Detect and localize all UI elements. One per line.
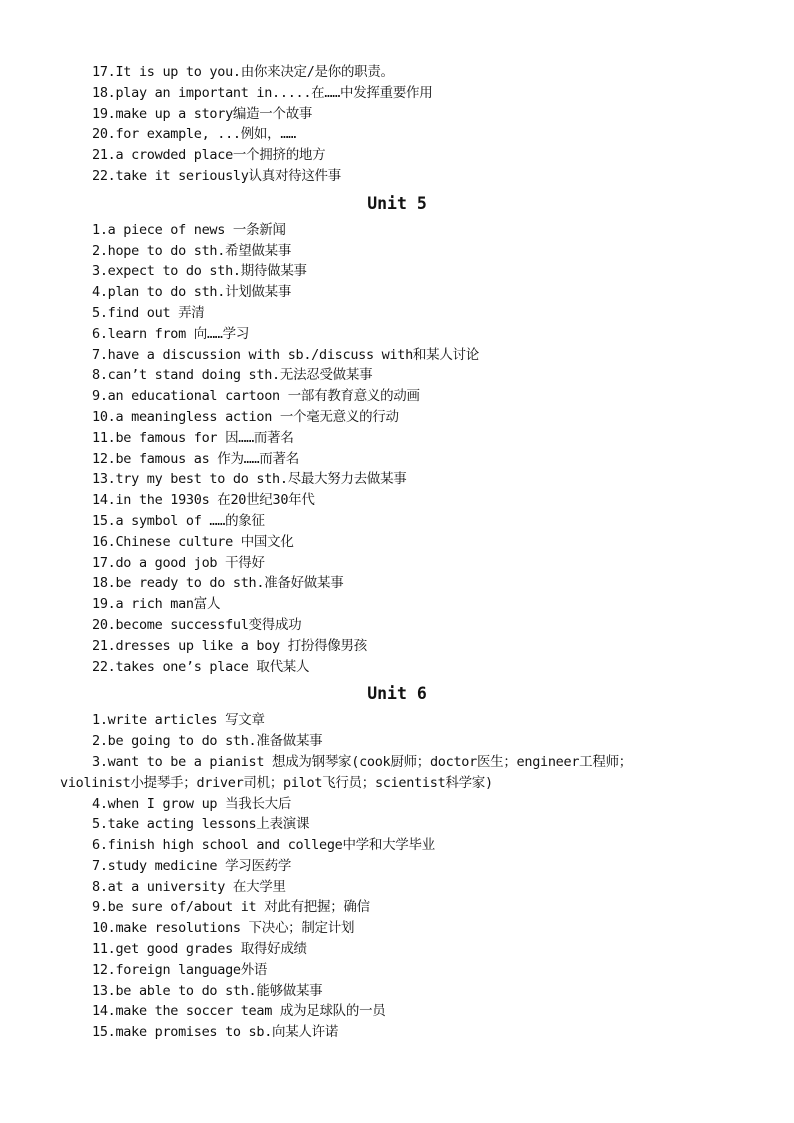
list-item: 21.a crowded place一个拥挤的地方 [92,147,326,164]
list-item: 12.be famous as 作为……而著名 [92,450,299,467]
list-item: 8.at a university 在大学里 [92,878,286,895]
list-item: 5.take acting lessons上表演课 [92,816,310,833]
list-item: 14.make the soccer team 成为足球队的一员 [92,1003,386,1020]
list-item: 18.play an important in.....在……中发挥重要作用 [92,84,433,101]
list-item: 10.make resolutions 下决心；制定计划 [92,920,355,937]
list-item: 3.expect to do sth.期待做某事 [92,263,307,280]
list-item: 18.be ready to do sth.准备好做某事 [92,575,344,592]
list-item: 19.a rich man富人 [92,596,221,613]
list-item: 1.a piece of news 一条新闻 [92,221,286,238]
list-item: 2.hope to do sth.希望做某事 [92,242,292,259]
list-item: 20.for example, ...例如，…… [92,126,296,143]
list-item: 11.get good grades 取得好成绩 [92,941,307,958]
section-prev-unit [0,62,794,187]
list-item: 11.be famous for 因……而著名 [92,429,294,446]
list-item: 7.study medicine 学习医药学 [92,857,292,874]
list-item: 22.take it seriously认真对待这件事 [92,167,341,184]
list-item: 4.plan to do sth.计划做某事 [92,284,292,301]
list-item: 12.foreign language外语 [92,961,268,978]
list-item: 15.a symbol of ……的象征 [92,512,265,529]
list-item: 17.do a good job 干得好 [92,554,265,571]
list-item: 10.a meaningless action 一个毫无意义的行动 [92,408,399,425]
list-item: 22.takes one’s place 取代某人 [92,658,310,675]
list-item: 13.be able to do sth.能够做某事 [92,982,323,999]
section-unit-5 [0,187,794,678]
list-item: 21.dresses up like a boy 打扮得像男孩 [92,637,367,654]
section-heading: Unit 5 [367,193,427,213]
section-unit-6 [0,677,794,1043]
list-item: 2.be going to do sth.准备做某事 [92,733,323,750]
list-item: 8.can’t stand doing sth.无法忍受做某事 [92,367,373,384]
list-item: 9.an educational cartoon 一部有教育意义的动画 [92,388,420,405]
list-item: 14.in the 1930s 在20世纪30年代 [92,492,315,509]
list-item: 6.finish high school and college中学和大学毕业 [92,837,435,854]
list-item: 6.learn from 向……学习 [92,325,250,342]
list-item: 13.try my best to do sth.尽最大努力去做某事 [92,471,407,488]
list-item: 1.write articles 写文章 [92,712,265,729]
list-item: 5.find out 弄清 [92,304,205,321]
document-page [0,62,794,1043]
list-item: 16.Chinese culture 中国文化 [92,533,294,550]
list-item: 4.when I grow up 当我长大后 [92,795,292,812]
list-item: 7.have a discussion with sb./discuss with和某人讨论 [92,346,479,363]
list-item: 17.It is up to you.由你来决定/是你的职责。 [92,64,394,80]
list-item: 20.become successful变得成功 [92,616,302,633]
list-item: 3.want to be a pianist 想成为钢琴家(cook厨师；doctor医生；engineer工程师； [92,753,632,770]
list-item-continuation: violinist小提琴手；driver司机；pilot飞行员；scientist科学家) [60,774,493,791]
list-item: 9.be sure of/about it 对此有把握；确信 [92,899,370,916]
list-item: 19.make up a story编造一个故事 [92,105,313,122]
section-heading: Unit 6 [367,684,427,704]
list-item: 15.make promises to sb.向某人许诺 [92,1024,339,1041]
